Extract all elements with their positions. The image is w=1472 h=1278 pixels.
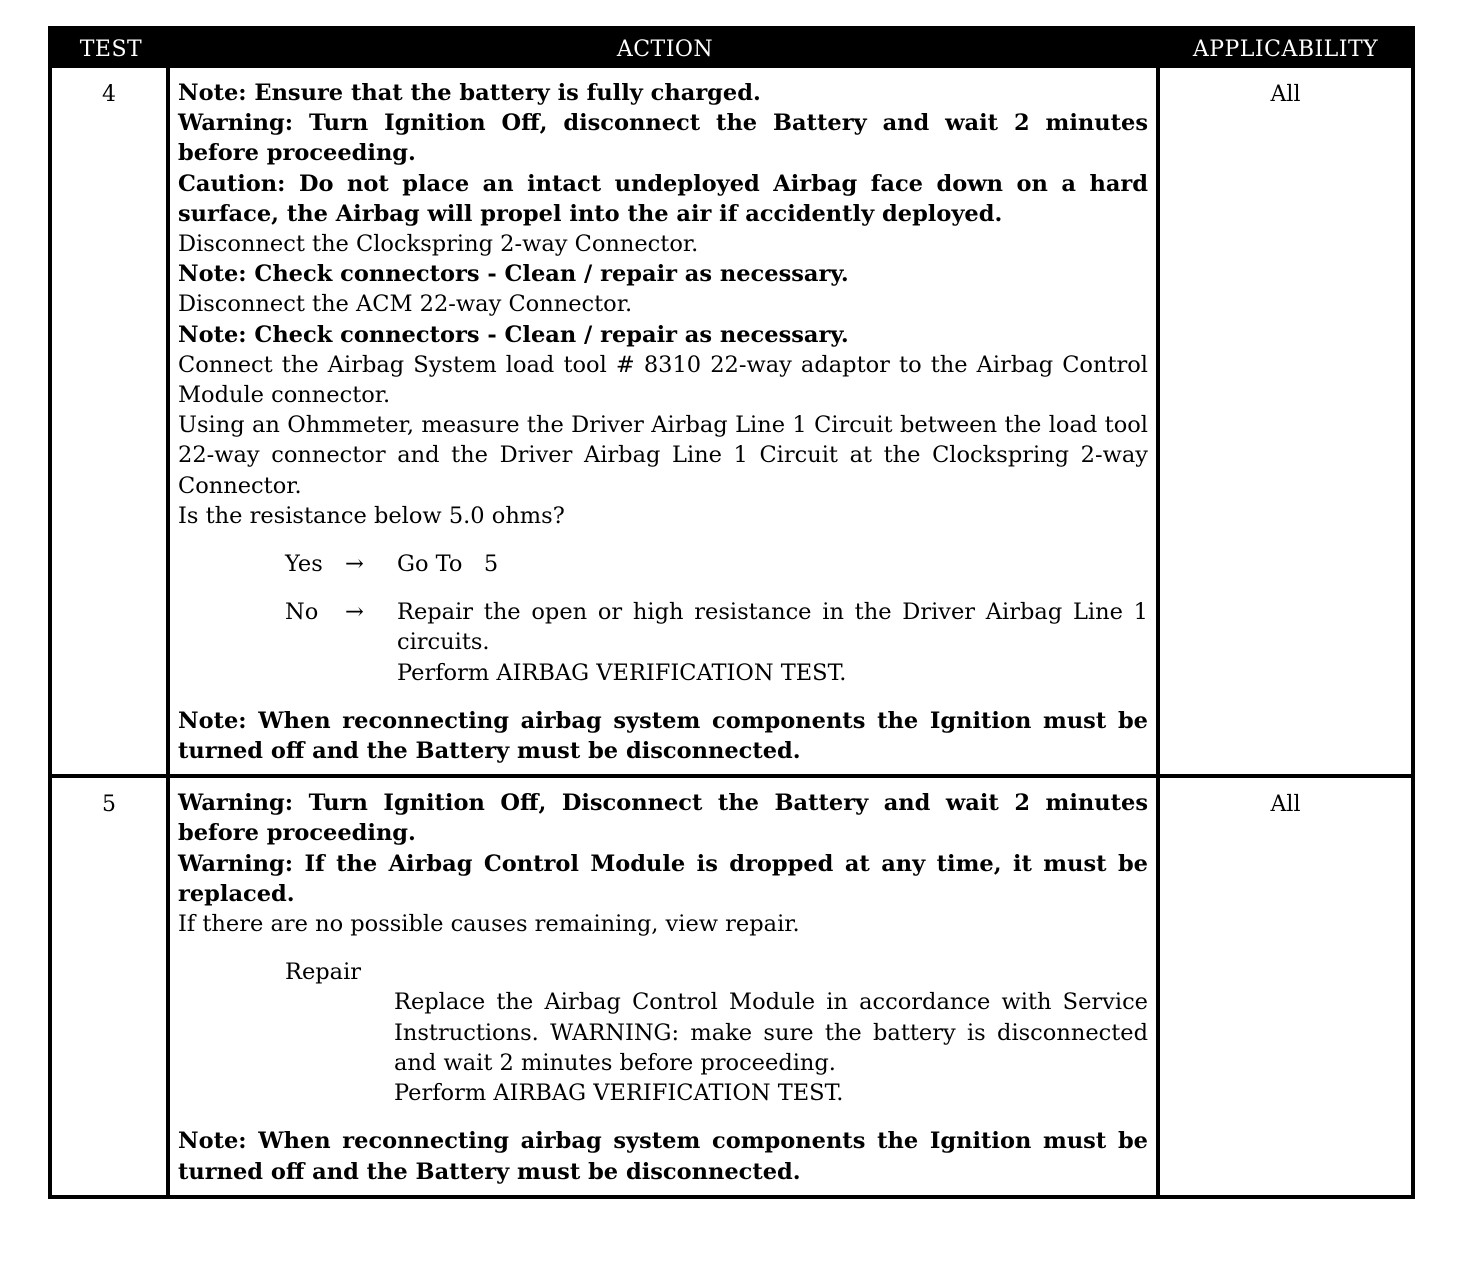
table-header [52, 30, 1411, 68]
note-line: Note: Check connectors - Clean / repair as necessary. [178, 321, 849, 348]
arrow-icon: → [345, 599, 364, 626]
answer-yes [285, 549, 1148, 579]
repair-label: Repair [285, 959, 362, 986]
caution-line: Caution: Do not place an intact undeployed Airbag face down on a hard surface, the Airbag will propel into the air if accidently deployed. [178, 170, 1148, 227]
step-line: Using an Ohmmeter, measure the Driver Airbag Line 1 Circuit between the load tool 22-way connector and the Driver Airbag Line 1 Circuit at the Clockspring 2-way Connector. [178, 412, 1148, 499]
step-line: Disconnect the Clockspring 2-way Connector. [178, 231, 699, 258]
note-line: Note: When reconnecting airbag system components the Ignition must be turned off and the Battery must be disconnected. [178, 707, 1148, 765]
answer-text: Repair the open or high resistance in the Driver Airbag Line 1 circuits. [397, 599, 1148, 656]
step-line: If there are no possible causes remaining, view repair. [178, 911, 800, 938]
answer-no [285, 597, 1148, 688]
header-action: ACTION [616, 36, 714, 62]
arrow-icon: → [345, 551, 364, 578]
step-line: Disconnect the ACM 22-way Connector. [178, 291, 633, 318]
note-line: Note: Ensure that the battery is fully charged. [178, 80, 761, 106]
table-row [52, 774, 1411, 1194]
header-applicability: APPLICABILITY [1192, 36, 1379, 62]
applicability-value: All [1270, 82, 1301, 107]
repair-text: Perform AIRBAG VERIFICATION TEST. [394, 1080, 844, 1107]
action-cell [170, 68, 1160, 774]
diagnostic-table [48, 26, 1415, 1199]
warning-line: Warning: Turn Ignition Off, Disconnect the Battery and wait 2 minutes before proceeding. [178, 790, 1148, 847]
test-number: 5 [52, 778, 170, 1194]
table-row [52, 68, 1411, 774]
test-number: 4 [52, 68, 170, 774]
answer-text: Perform AIRBAG VERIFICATION TEST. [397, 659, 847, 686]
warning-line: Warning: Turn Ignition Off, disconnect the Battery and wait 2 minutes before proceeding. [178, 110, 1148, 167]
repair-text: Replace the Airbag Control Module in accordance with Service Instructions. WARNING: make sure the battery is disconnected and wait 2 minutes before proceeding. [394, 989, 1148, 1076]
applicability-value: All [1270, 792, 1301, 818]
answer-label: Yes [285, 551, 323, 578]
action-cell [170, 778, 1160, 1194]
question-line: Is the resistance below 5.0 ohms? [178, 502, 565, 529]
warning-line: Warning: If the Airbag Control Module is dropped at any time, it must be replaced. [178, 850, 1148, 907]
step-line: Connect the Airbag System load tool # 8310 22-way adaptor to the Airbag Control Module connector. [178, 351, 1148, 409]
note-line: Note: Check connectors - Clean / repair as necessary. [178, 261, 849, 288]
header-test: TEST [79, 36, 143, 62]
answer-label: No [285, 599, 319, 626]
answer-text: Go To 5 [397, 551, 499, 578]
note-line: Note: When reconnecting airbag system components the Ignition must be turned off and the Battery must be disconnected. [178, 1128, 1148, 1185]
